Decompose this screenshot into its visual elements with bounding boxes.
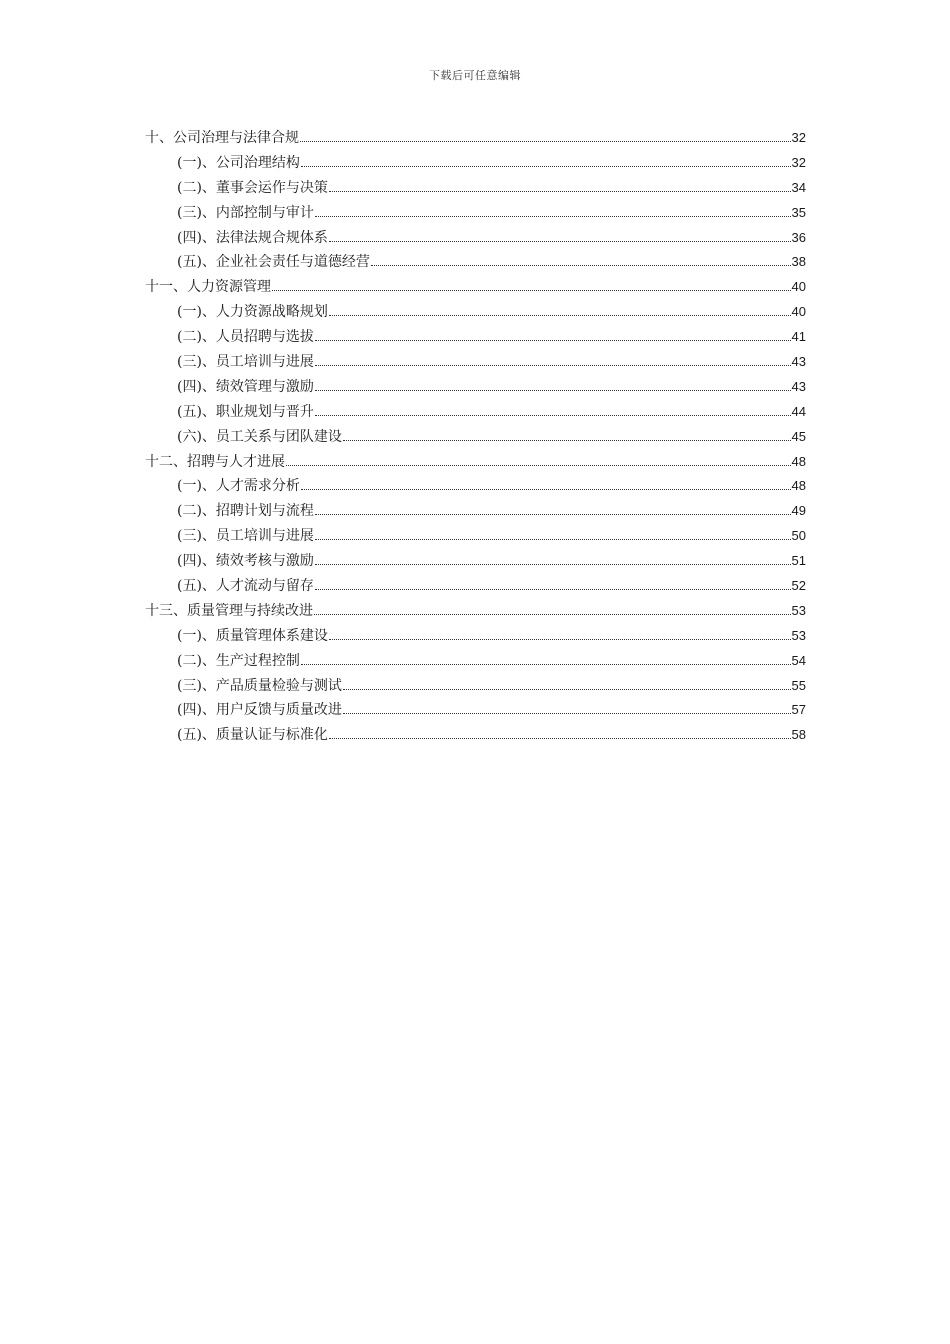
- toc-page-number: 41: [791, 329, 806, 345]
- toc-page-number: 44: [791, 403, 806, 419]
- toc-section-entry[interactable]: [145, 300, 806, 325]
- toc-section-entry[interactable]: [145, 649, 806, 674]
- toc-entry-title: (三)、员工培训与进展: [177, 528, 314, 545]
- toc-section-entry[interactable]: [145, 226, 806, 251]
- toc-dot-leader: [301, 489, 791, 490]
- toc-dot-leader: [272, 290, 791, 291]
- toc-entry-title: (四)、法律法规合规体系: [177, 229, 328, 246]
- toc-page-number: 48: [791, 478, 806, 494]
- toc-entry-title: 十二、招聘与人才进展: [145, 453, 285, 470]
- toc-entry-title: (二)、生产过程控制: [177, 652, 300, 669]
- toc-section-entry[interactable]: [145, 176, 806, 201]
- toc-section-entry[interactable]: [145, 723, 806, 748]
- toc-entry-title: 十三、质量管理与持续改进: [145, 602, 313, 619]
- toc-page-number: 52: [791, 578, 806, 594]
- toc-entry-title: (三)、内部控制与审计: [177, 204, 314, 221]
- toc-dot-leader: [301, 664, 791, 665]
- toc-dot-leader: [315, 514, 791, 515]
- toc-dot-leader: [301, 166, 791, 167]
- toc-section-entry[interactable]: [145, 499, 806, 524]
- toc-page-number: 51: [791, 553, 806, 569]
- toc-section-entry[interactable]: [145, 549, 806, 574]
- toc-page-number: 49: [791, 503, 806, 519]
- toc-chapter-entry[interactable]: [145, 450, 806, 475]
- toc-entry-title: (五)、质量认证与标准化: [177, 727, 328, 744]
- toc-page-number: 43: [791, 378, 806, 394]
- toc-chapter-entry[interactable]: [145, 275, 806, 300]
- toc-entry-title: (五)、企业社会责任与道德经营: [177, 254, 370, 271]
- toc-dot-leader: [371, 265, 791, 266]
- toc-section-entry[interactable]: [145, 400, 806, 425]
- toc-dot-leader: [329, 315, 791, 316]
- toc-dot-leader: [343, 440, 791, 441]
- toc-page-number: 57: [791, 702, 806, 718]
- toc-dot-leader: [315, 390, 791, 391]
- toc-dot-leader: [286, 465, 791, 466]
- toc-dot-leader: [329, 639, 791, 640]
- toc-entry-title: (三)、产品质量检验与测试: [177, 677, 342, 694]
- toc-section-entry[interactable]: [145, 574, 806, 599]
- toc-dot-leader: [315, 539, 791, 540]
- toc-page-number: 55: [791, 677, 806, 693]
- toc-section-entry[interactable]: [145, 325, 806, 350]
- toc-page-number: 54: [791, 652, 806, 668]
- toc-dot-leader: [329, 738, 791, 739]
- toc-entry-title: (一)、公司治理结构: [177, 154, 300, 171]
- toc-dot-leader: [329, 241, 791, 242]
- toc-page-number: 35: [791, 204, 806, 220]
- toc-entry-title: (五)、人才流动与留存: [177, 578, 314, 595]
- toc-entry-title: (一)、人力资源战略规划: [177, 304, 328, 321]
- toc-page-number: 53: [791, 602, 806, 618]
- toc-page-number: 38: [791, 254, 806, 270]
- toc-section-entry[interactable]: [145, 524, 806, 549]
- toc-entry-title: (一)、质量管理体系建设: [177, 627, 328, 644]
- toc-dot-leader: [315, 415, 791, 416]
- toc-dot-leader: [343, 689, 791, 690]
- toc-page-number: 32: [791, 130, 806, 145]
- toc-page-number: 32: [791, 154, 806, 170]
- toc-dot-leader: [315, 340, 791, 341]
- toc-entry-title: 十、公司治理与法律合规: [145, 130, 299, 146]
- toc-section-entry[interactable]: [145, 375, 806, 400]
- toc-chapter-entry[interactable]: [145, 599, 806, 624]
- toc-entry-title: (五)、职业规划与晋升: [177, 403, 314, 420]
- toc-section-entry[interactable]: [145, 698, 806, 723]
- toc-entry-title: (六)、员工关系与团队建设: [177, 428, 342, 445]
- toc-page-number: 36: [791, 229, 806, 245]
- toc-section-entry[interactable]: [145, 474, 806, 499]
- toc-dot-leader: [329, 191, 791, 192]
- toc-entry-title: (一)、人才需求分析: [177, 478, 300, 495]
- toc-section-entry[interactable]: [145, 350, 806, 375]
- toc-page-number: 40: [791, 279, 806, 295]
- toc-page-number: 53: [791, 627, 806, 643]
- toc-entry-title: (四)、用户反馈与质量改进: [177, 702, 342, 719]
- toc-section-entry[interactable]: [145, 674, 806, 699]
- toc-dot-leader: [300, 141, 791, 142]
- toc-dot-leader: [315, 564, 791, 565]
- table-of-contents: [145, 126, 806, 748]
- toc-entry-title: (四)、绩效考核与激励: [177, 553, 314, 570]
- toc-entry-title: (二)、董事会运作与决策: [177, 179, 328, 196]
- toc-section-entry[interactable]: [145, 425, 806, 450]
- toc-dot-leader: [315, 589, 791, 590]
- toc-page-number: 34: [791, 179, 806, 195]
- toc-dot-leader: [315, 216, 791, 217]
- toc-dot-leader: [343, 713, 791, 714]
- toc-entry-title: (二)、招聘计划与流程: [177, 503, 314, 520]
- toc-section-entry[interactable]: [145, 624, 806, 649]
- toc-page-number: 43: [791, 354, 806, 370]
- toc-section-entry[interactable]: [145, 151, 806, 176]
- toc-page-number: 45: [791, 428, 806, 444]
- toc-chapter-entry[interactable]: [145, 126, 806, 151]
- toc-dot-leader: [314, 614, 791, 615]
- toc-entry-title: (三)、员工培训与进展: [177, 354, 314, 371]
- toc-page-number: 40: [791, 304, 806, 320]
- toc-section-entry[interactable]: [145, 201, 806, 226]
- toc-entry-title: (二)、人员招聘与选拔: [177, 329, 314, 346]
- header-note: 下载后可任意编辑: [429, 69, 521, 82]
- toc-dot-leader: [315, 365, 791, 366]
- toc-page-number: 48: [791, 453, 806, 469]
- toc-page-number: 50: [791, 528, 806, 544]
- toc-entry-title: (四)、绩效管理与激励: [177, 378, 314, 395]
- toc-section-entry[interactable]: [145, 250, 806, 275]
- toc-page-number: 58: [791, 727, 806, 743]
- toc-entry-title: 十一、人力资源管理: [145, 279, 271, 296]
